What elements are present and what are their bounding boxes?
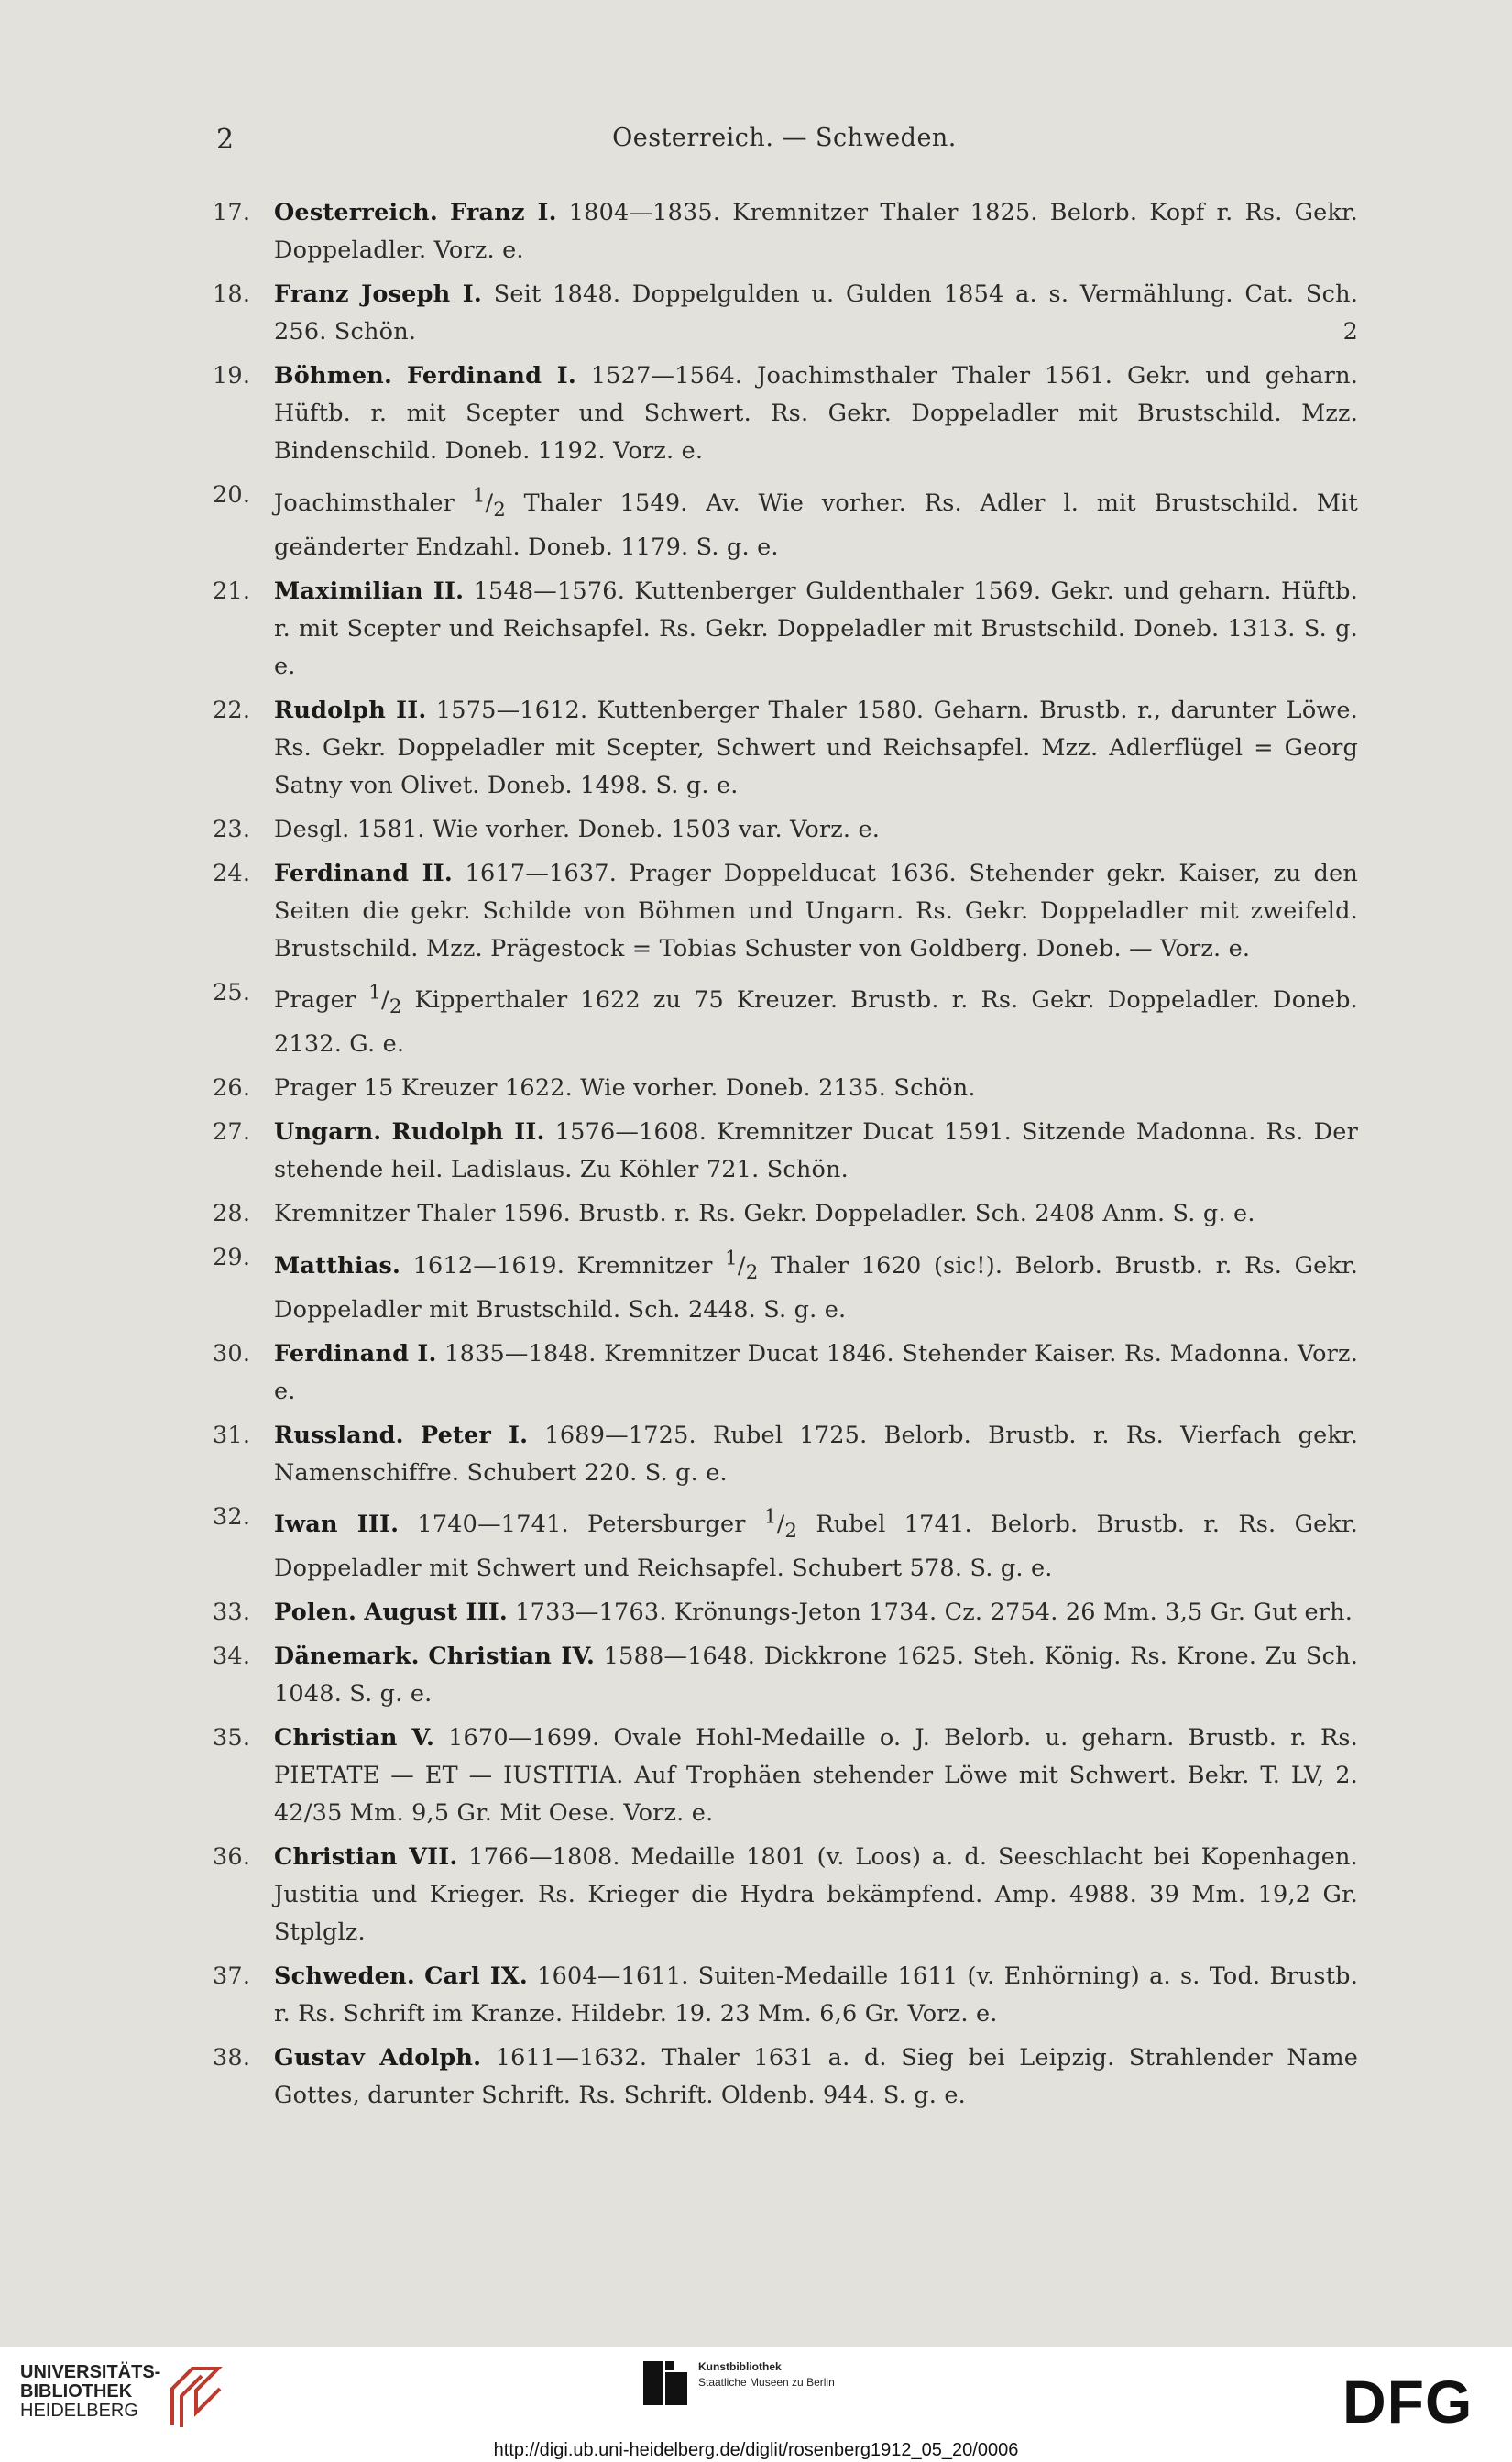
entry-number: 35. xyxy=(213,1724,251,1753)
page-header xyxy=(216,124,1353,170)
entry-number: 28. xyxy=(213,1200,251,1228)
entry-number: 36. xyxy=(213,1843,251,1872)
entry-number: 32. xyxy=(213,1502,251,1531)
entry-text: Rudolph II. 1575—1612. Kuttenberger Thaler 1580. Geharn. Brustb. r., darunter Löwe. Rs. Gekr. Doppeladler mit Scepter, Schwert und Reichsapfel. Mzz. Adlerflügel = Georg Satny von Olivet. Doneb. 1498. S. g. e. xyxy=(274,696,1358,799)
ub-logo-line: UNIVERSITÄTS- xyxy=(20,2362,161,2382)
catalogue-entry xyxy=(213,1239,1358,1329)
entry-text: Christian V. 1670—1699. Ovale Hohl-Medaille o. J. Belorb. u. geharn. Brustb. r. Rs. PIETATE — ET — IUSTITIA. Auf Trophäen stehender Löwe mit Schwert. Bekr. T. LV, 2. 42/35 Mm. 9,5 Gr. Mit Oese. Vorz. e. xyxy=(274,1724,1358,1828)
catalogue-entry xyxy=(213,692,1358,805)
entry-number: 25. xyxy=(213,978,251,1006)
entry-number: 23. xyxy=(213,815,251,843)
catalogue-entry xyxy=(213,477,1358,566)
entry-number: 19. xyxy=(213,362,251,390)
entry-number: 18. xyxy=(213,280,251,308)
entry-text: Ferdinand I. 1835—1848. Kremnitzer Ducat 1846. Stehender Kaiser. Rs. Madonna. Vorz. e. xyxy=(274,1339,1359,1405)
catalogue-entry xyxy=(213,1417,1358,1492)
catalogue-entry xyxy=(213,1958,1358,2033)
entry-text: Franz Joseph I. Seit 1848. Doppelgulden u. Gulden 1854 a. s. Vermählung. Cat. Sch. 256. Schön. 2 xyxy=(274,280,1358,346)
entry-text: Maximilian II. 1548—1576. Kuttenberger Guldenthaler 1569. Gekr. und geharn. Hüftb. r. mit Scepter und Reichsapfel. Rs. Gekr. Doppeladler mit Brustschild. Doneb. 1313. S. g. e. xyxy=(274,577,1358,680)
kb-line: Kunstbibliothek xyxy=(698,2360,782,2373)
entry-number: 21. xyxy=(213,577,251,605)
ub-emblem-icon xyxy=(165,2361,229,2435)
entry-number: 38. xyxy=(213,2044,251,2072)
catalogue-entry xyxy=(213,1195,1358,1233)
entry-number: 24. xyxy=(213,859,251,887)
entry-text: Ferdinand II. 1617—1637. Prager Doppelducat 1636. Stehender gekr. Kaiser, zu den Seiten die gekr. Schilde von Böhmen und Ungarn. Rs. Gekr. Doppeladler mit zweifeld. Brustschild. Mzz. Prägestock = Tobias Schuster von Goldberg. Doneb. — Vorz. e. xyxy=(274,859,1358,962)
catalogue-entry xyxy=(213,194,1358,269)
kunstbibliothek-text xyxy=(698,2359,835,2391)
entry-number: 37. xyxy=(213,1962,251,1991)
entry-text: Joachimsthaler $^1/_2$ Thaler 1549. Av. Wie vorher. Rs. Adler l. mit Brustschild. Mit geänderter Endzahl. Doneb. 1179. S. g. e. xyxy=(274,484,1358,561)
entry-text: Iwan III. 1740—1741. Petersburger $^1/_2$ Rubel 1741. Belorb. Brustb. r. Rs. Gekr. Doppeladler mit Schwert und Reichsapfel. Schubert 578. S. g. e. xyxy=(274,1505,1358,1583)
catalogue-entry xyxy=(213,1499,1358,1588)
catalogue-entry xyxy=(213,276,1358,351)
catalogue-entry xyxy=(213,855,1358,968)
page-number: 2 xyxy=(216,124,235,156)
entry-text: Schweden. Carl IX. 1604—1611. Suiten-Medaille 1611 (v. Enhörning) a. s. Tod. Brustb. r. Rs. Schrift im Kranze. Hildebr. 19. 23 Mm. 6,6 Gr. Vorz. e. xyxy=(274,1962,1358,2028)
viewer-footer xyxy=(0,2347,1512,2462)
entry-text: Matthias. 1612—1619. Kremnitzer $^1/_2$ Thaler 1620 (sic!). Belorb. Brustb. r. Rs. Gekr. Doppeladler mit Brustschild. Sch. 2448. S. g. e. xyxy=(274,1247,1358,1324)
entry-number: 29. xyxy=(213,1244,251,1272)
entry-number: 33. xyxy=(213,1599,251,1627)
entry-number: 26. xyxy=(213,1074,251,1103)
catalogue-entry xyxy=(213,1720,1358,1832)
kb-line: Staatliche Museen zu Berlin xyxy=(698,2376,835,2389)
catalogue-entry xyxy=(213,1839,1358,1951)
catalogue-entries xyxy=(213,194,1358,2121)
entry-text: Böhmen. Ferdinand I. 1527—1564. Joachimsthaler Thaler 1561. Gekr. und geharn. Hüftb. r. mit Scepter und Schwert. Rs. Gekr. Doppeladler mit Brustschild. Mzz. Bindenschild. Doneb. 1192. Vorz. e. xyxy=(274,362,1359,465)
entry-number: 30. xyxy=(213,1339,251,1368)
catalogue-entry xyxy=(213,974,1358,1064)
ub-logo-line: BIBLIOTHEK xyxy=(20,2381,133,2402)
kunstbibliothek-logo[interactable] xyxy=(641,2354,944,2413)
entry-text: Polen. August III. 1733—1763. Krönungs-Jeton 1734. Cz. 2754. 26 Mm. 3,5 Gr. Gut erh. xyxy=(274,1599,1353,1627)
ub-heidelberg-logo[interactable] xyxy=(20,2363,222,2446)
entry-number: 34. xyxy=(213,1643,251,1671)
entry-text: Dänemark. Christian IV. 1588—1648. Dickkrone 1625. Steh. König. Rs. Krone. Zu Sch. 1048. S. g. e. xyxy=(274,1643,1359,1709)
catalogue-entry xyxy=(213,1335,1358,1411)
running-head: Oesterreich. — Schweden. xyxy=(612,124,957,152)
entry-number: 20. xyxy=(213,481,251,509)
entry-number: 17. xyxy=(213,199,251,226)
ub-logo-line: HEIDELBERG xyxy=(20,2401,138,2421)
entry-text: Russland. Peter I. 1689—1725. Rubel 1725. Belorb. Brustb. r. Rs. Vierfach gekr. Namenschiffre. Schubert 220. S. g. e. xyxy=(274,1421,1359,1487)
entry-text: Desgl. 1581. Wie vorher. Doneb. 1503 var. Vorz. e. xyxy=(274,815,881,843)
catalogue-entry xyxy=(213,811,1358,849)
entry-number: 27. xyxy=(213,1118,251,1147)
entry-text: Prager $^1/_2$ Kipperthaler 1622 zu 75 Kreuzer. Brustb. r. Rs. Gekr. Doppeladler. Doneb. 2132. G. e. xyxy=(274,981,1358,1059)
catalogue-entry xyxy=(213,1638,1358,1713)
entry-text: Gustav Adolph. 1611—1632. Thaler 1631 a. d. Sieg bei Leipzig. Strahlender Name Gottes, darunter Schrift. Rs. Schrift. Oldenb. 944. S. g. e. xyxy=(274,2044,1359,2110)
entry-text: Ungarn. Rudolph II. 1576—1608. Kremnitzer Ducat 1591. Sitzende Madonna. Rs. Der stehende heil. Ladislaus. Zu Köhler 721. Schön. xyxy=(274,1118,1358,1184)
entry-text: Kremnitzer Thaler 1596. Brustb. r. Rs. Gekr. Doppeladler. Sch. 2408 Anm. S. g. e. xyxy=(274,1200,1255,1228)
catalogue-entry xyxy=(213,1070,1358,1107)
entry-text: Prager 15 Kreuzer 1622. Wie vorher. Doneb. 2135. Schön. xyxy=(274,1074,976,1103)
catalogue-entry xyxy=(213,1114,1358,1189)
entry-text: Christian VII. 1766—1808. Medaille 1801 (v. Loos) a. d. Seeschlacht bei Kopenhagen. Justitia und Krieger. Rs. Krieger die Hydra bekämpfend. Amp. 4988. 39 Mm. 19,2 Gr. Stplglz. xyxy=(274,1843,1358,1947)
catalogue-entry xyxy=(213,2039,1358,2115)
document-url[interactable]: http://digi.ub.uni-heidelberg.de/diglit/rosenberg1912_05_20/0006 xyxy=(493,2440,1019,2460)
entry-number: 31. xyxy=(213,1421,251,1449)
catalogue-entry xyxy=(213,357,1358,470)
dfg-logo[interactable]: DFG xyxy=(1342,2368,1474,2435)
ub-logo-text xyxy=(20,2363,160,2421)
catalogue-entry xyxy=(213,1594,1358,1632)
entry-text: Oesterreich. Franz I. 1804—1835. Kremnitzer Thaler 1825. Belorb. Kopf r. Rs. Gekr. Doppeladler. Vorz. e. xyxy=(274,199,1358,264)
catalogue-entry xyxy=(213,573,1358,686)
entry-number: 22. xyxy=(213,696,251,724)
kunstbibliothek-mark-icon xyxy=(641,2359,689,2407)
